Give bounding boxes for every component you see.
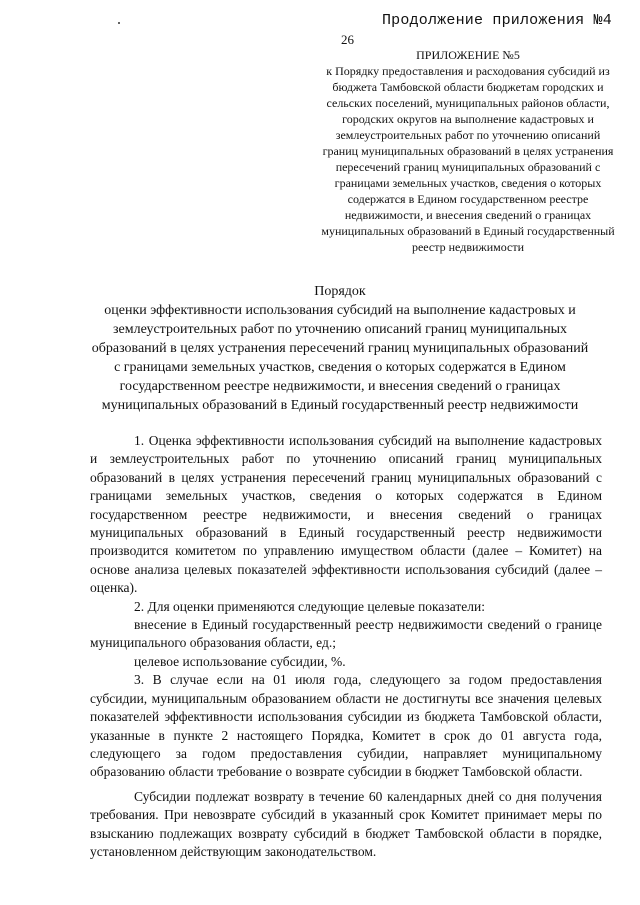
- paragraph-indicator-2: целевое использование субсидии, %.: [134, 653, 346, 669]
- page-number: 26: [341, 32, 354, 47]
- document-title: Порядок: [314, 284, 366, 299]
- appendix-block: [318, 47, 618, 255]
- continuation-header: Продолжение приложения №4: [381, 12, 612, 29]
- appendix-text: к Порядку предоставления и расходования субсидий из бюджета Тамбовской области бюджетам городских и сельских поселений, муниципальных районов области, городских округов на выполнение кадастровых и землеустроительных работ по уточнению описаний границ муниципальных образований в целях устранения пересечений границ муниципальных образований с границами земельных участков, сведения о которых содержатся в Едином государственном реестре недвижимости, и внесения сведений о границах муниципальных образований в Единый государственный реестр недвижимости: [321, 64, 615, 254]
- document-body: [90, 432, 602, 861]
- document-subtitle: оценки эффективности использования субсидий на выполнение кадастровых и землеустроительных работ по уточнению описаний границ муниципальных образований в целях устранения пересечений границ муниципальных образований с границами земельных участков, сведения о которых содержатся в Едином государственном реестре недвижимости, и внесения сведений о границах муниципальных образований в Единый государственный реестр недвижимости: [91, 303, 589, 413]
- paragraph-3: 3. В случае если на 01 июля года, следующего за годом предоставления субсидии, муниципальным образованием области не достигнуты все значения целевых показателей эффективности использования субсидии из бюджета Тамбовской области, указанные в пункте 2 настоящего Порядка, Комитет в срок до 01 августа года, следующего за годом предоставления субидии, направляет муниципальному образованию области требование о возврате субсидии в бюджет Тамбовской области.: [90, 672, 602, 780]
- scan-speck: [118, 22, 120, 24]
- appendix-title: ПРИЛОЖЕНИЕ №5: [416, 48, 520, 62]
- paragraph-2: 2. Для оценки применяются следующие целевые показатели:: [134, 598, 485, 614]
- document-title-block: [90, 282, 590, 415]
- paragraph-4: Субсидии подлежат возврату в течение 60 календарных дней со дня получения требования. При невозврате субсидий в указанный срок Комитет принимает меры по взысканию подлежащих возврату субсидий в бюджет Тамбовской области в порядке, установленном действующим законодательством.: [90, 788, 602, 859]
- paragraph-indicator-1: внесение в Единый государственный реестр недвижимости сведений о границе муниципального образования области, ед.;: [90, 617, 602, 651]
- paragraph-1: 1. Оценка эффективности использования субсидий на выполнение кадастровых и землеустроительных работ по уточнению описаний границ муниципальных образований в целях устранения пересечений границ муниципальных образований с границами земельных участков, сведения о которых содержатся в Едином государственном реестре недвижимости, и внесения сведений о границах муниципальных образований в Единый государственный реестр недвижимости производится комитетом по управлению имуществом области (далее – Комитет) на основе анализа целевых показателей эффективности использования субсидий (далее – оценка).: [90, 433, 602, 596]
